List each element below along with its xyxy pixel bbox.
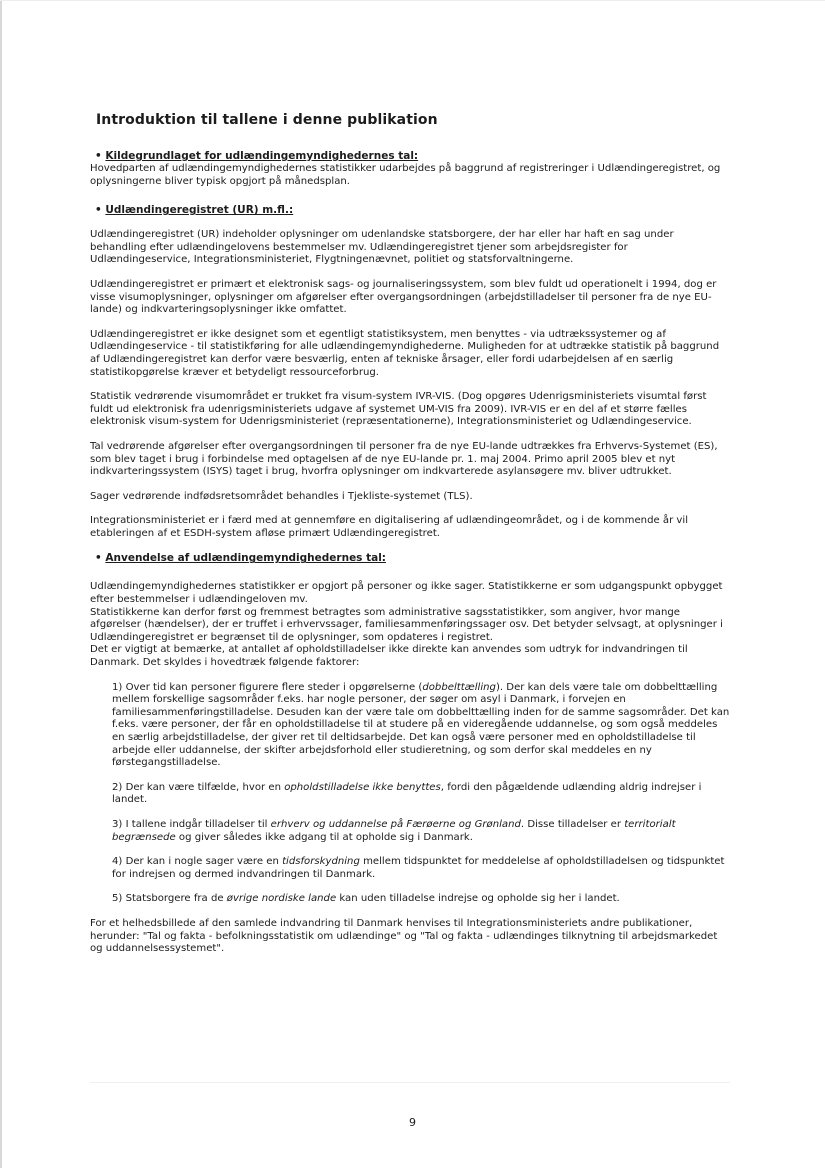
section-heading-text: Anvendelse af udlændingemyndighedernes tal: bbox=[105, 552, 386, 565]
section-heading-register: • Udlændingeregistret (UR) m.fl.: bbox=[95, 204, 294, 217]
section-heading-text: Udlændingeregistret (UR) m.fl.: bbox=[105, 204, 294, 217]
paragraph: Udlændingeregistret (UR) indeholder oplysninger om udenlandske statsborgere, der har eller har haft en sag under behandling efter udlændingelovens bestemmelser mv. Udlændingeregistret tjener som arbejdsregister for Udlændingeservice, Integrationsministeriet, Flygtningenævnet, politiet og statsforvaltningerne. bbox=[90, 229, 674, 266]
section-heading-source: • Kildegrundlaget for udlændingemyndighedernes tal: bbox=[95, 150, 419, 162]
section-heading-usage: • Anvendelse af udlændingemyndighedernes tal: bbox=[95, 552, 386, 565]
page-content bbox=[90, 112, 730, 956]
page-title: Introduktion til tallene i denne publikation bbox=[96, 112, 438, 128]
scan-line bbox=[0, 0, 825, 1]
list-item: 5) Statsborgere fra de øvrige nordiske lande kan uden tilladelse indrejse og opholde sig her i landet. bbox=[112, 893, 620, 905]
paragraph: Tal vedrørende afgørelser efter overgangsordningen til personer fra de nye EU-lande udtrækkes fra Erhvervs-Systemet (ES), som blev taget i brug i forbindelse med optagelsen af de nye EU-lande pr. 1. maj 2004. Primo april 2005 blev et nyt indkvarteringssystem (ISYS) taget i brug, hvorfra oplysninger om indkvarterede asylansøgere mv. bliver udtrukket. bbox=[90, 440, 718, 478]
list-item: 1) Over tid kan personer figurere flere steder i opgørelserne (dobbelttælling). Der kan dels være tale om dobbelttælling mellem forskellige sagsområder f.eks. har nogle personer, der søger om asyl i Danmark, i forvejen en familiesammenføringstilladelse. Desuden kan der være tale om dobbelttælling inden for de samme sagsområder. Det kan f.eks. være personer, der får en opholdstilladelse til at studere på en videregående uddannelse, og som også meddeles en særlig arbejdstilladelse, der giver ret til deltidsarbejde. Det kan også være personer med en opholdstilladelse til arbejde eller uddannelse, der skifter arbejdsforhold eller studieretning, og som derfor skal meddeles en ny førstegangstilladelse. bbox=[112, 681, 730, 769]
paragraph: Statistikkerne kan derfor først og fremmest betragtes som administrative sagsstatistikker, som angiver, hvor mange afgørelser (hændelser), der er truffet i erhvervssager, familiesammenføringssager osv. Det betyder selvsagt, at oplysninger i Udlændingeregistret er begrænset til de oplysninger, som opdateres i registret. bbox=[90, 606, 723, 643]
paragraph: Hovedparten af udlændingemyndighedernes statistikker udarbejdes på baggrund af registreringer i Udlændingeregistret, og oplysningerne bliver typisk opgjort på månedsplan. bbox=[90, 163, 721, 187]
paragraph: Udlændingeregistret er ikke designet som et egentligt statistiksystem, men benyttes - via udtrækssystemer og af Udlændingeservice - til statistikføring for alle udlændingemyndighederne. Muligheden for at udtrække statistik på baggrund af Udlændingeregistret kan derfor være besværlig, enten af tekniske årsager, eller fordi udarbejdelsen af en særlig statistikopgørelse kræver et betydeligt ressourceforbrug. bbox=[90, 328, 720, 378]
paragraph: Statistik vedrørende visumområdet er trukket fra visum-system IVR-VIS. (Dog opgøres Udenrigsministeriets visumtal først fuldt ud elektronisk fra udenrigsministeriets udgave af systemet UM-VIS fra 2009). IVR-VIS er en del af et større fælles elektronisk visum-system for Udenrigsministeriet (repræsentationerne), Integrationsministeriet og Udlændingeservice. bbox=[90, 391, 707, 428]
paragraph: Sager vedrørende indfødsretsområdet behandles i Tjekliste-systemet (TLS). bbox=[90, 490, 473, 502]
closing-paragraph: For et helhedsbillede af den samlede indvandring til Danmark henvises til Integrationsministeriets andre publikationer, herunder: "Tal og fakta - befolkningsstatistik om udlændinge" og "Tal og fakta - udlændinges tilknytning til arbejdsmarkedet og uddannelsessystemet". bbox=[90, 917, 718, 955]
list-item: 4) Der kan i nogle sager være en tidsforskydning mellem tidspunktet for meddelelse af opholdstilladelsen og tidspunktet for indrejsen og dermed indvandringen til Danmark. bbox=[112, 856, 725, 880]
list-item: 3) I tallene indgår tilladelser til erhverv og uddannelse på Færøerne og Grønland. Disse tilladelser er territorialt begrænsede og giver således ikke adgang til at opholde sig i Danmark. bbox=[112, 818, 676, 843]
footer-divider bbox=[90, 1082, 730, 1083]
section-heading-text: Kildegrundlaget for udlændingemyndighedernes tal: bbox=[105, 150, 419, 162]
paragraph: Udlændingemyndighedernes statistikker er opgjort på personer og ikke sager. Statistikkerne er som udgangspunkt opbygget efter bestemmelser i udlændingeloven mv. bbox=[90, 581, 723, 606]
factor-list bbox=[112, 682, 730, 906]
paragraph: Det er vigtigt at bemærke, at antallet af opholdstilladelser ikke direkte kan anvendes som udtryk for indvandringen til Danmark. Det skyldes i hovedtræk følgende faktorer: bbox=[90, 644, 688, 669]
list-item: 2) Der kan være tilfælde, hvor en opholdstilladelse ikke benyttes, fordi den pågældende udlænding aldrig indrejser i landet. bbox=[112, 781, 702, 806]
paragraph: Udlændingeregistret er primært et elektronisk sags- og journaliseringssystem, som blev fuldt ud operationelt i 1994, dog er visse visumoplysninger, oplysninger om afgørelser efter overgangsordningen (arbejdstilladelser til personer fra de nye EU-lande) og indkvarteringsoplysninger ikke omfattet. bbox=[90, 278, 717, 316]
scan-edge bbox=[0, 0, 2, 1168]
page-number: 9 bbox=[409, 1116, 416, 1129]
paragraph: Integrationsministeriet er i færd med at gennemføre en digitalisering af udlændingeområdet, og i de kommende år vil etableringen af et ESDH-system afløse primært Udlændingeregistret. bbox=[90, 515, 689, 539]
